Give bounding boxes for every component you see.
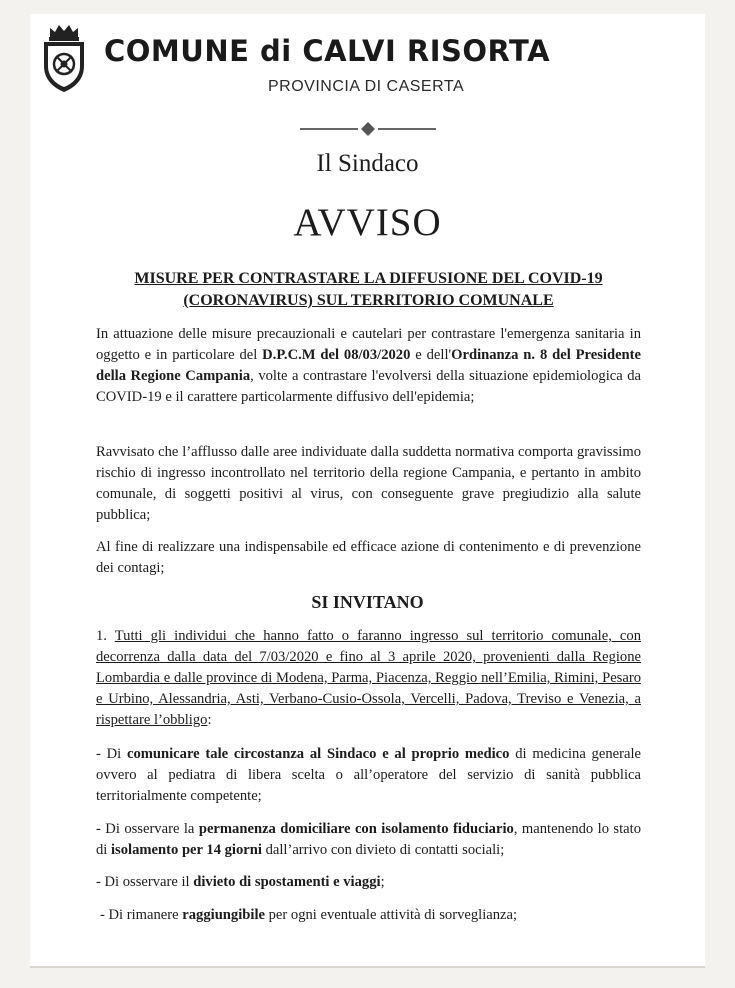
paragraph-purpose: Al fine di realizzare una indispensabile ed efficace azione di contenimento e di prevenzione dei contagi; (96, 539, 641, 576)
obligation-text: per ogni eventuale attività di sorveglianza; (264, 907, 518, 923)
item-1-end: : (207, 712, 212, 728)
premise-text-3: , volte a contrastare l'evolversi della situazione epidemiologica da COVID-19 e il carattere particolarmente diffusivo dell'epidemia; (96, 368, 641, 405)
item-1-text: Tutti gli individui che hanno fatto o faranno ingresso sul territorio comunale, con decorrenza dalla data del 7/03/2020 e fino al 3 aprile 2020, provenienti dalla Regione Lombardia e dalle province di Modena, Parma, Piacenza, Reggio nell’Emilia, Rimini, Pesaro e Urbino, Alessandria, Asti, Verbano-Cusio-Ossola, Vercelli, Padova, Treviso e Venezia, a rispettare l’obbligo (96, 628, 641, 728)
province-name: PROVINCIA DI CASERTA (268, 78, 465, 95)
obligation-text: , mantenendo lo stato di (96, 821, 641, 858)
obligation-isolation (96, 819, 641, 861)
obligation-bold-2: isolamento per 14 giorni (111, 842, 262, 858)
paragraph-premise (96, 324, 641, 408)
municipal-crest-icon (38, 22, 90, 94)
item-number: 1. (96, 628, 115, 644)
obligation-bold: raggiungibile (182, 907, 265, 923)
paragraph-considering: Ravvisato che l’afflusso dalle aree individuate dalla suddetta normativa comporta gravissimo rischio di ingresso incontrollato nel territorio della regione Campania, e pertanto in ambito comunale, di soggetti positivi al virus, con conseguente grave pregiudizio alla salute pubblica; (96, 444, 641, 523)
obligation-prefix: - Di rimanere (100, 907, 183, 923)
obligation-text: ; (380, 874, 385, 890)
premise-text-2: e dell' (410, 347, 452, 363)
notice-subject (96, 268, 641, 312)
subject-line-1: MISURE PER CONTRASTARE LA DIFFUSIONE DEL COVID-19 (134, 270, 603, 287)
obligation-bold: comunicare tale circostanza al Sindaco e al proprio medico (126, 746, 510, 762)
obligation-prefix: - Di (96, 746, 127, 762)
obligation-no-travel (96, 872, 641, 893)
item-1 (96, 626, 641, 731)
invitation-heading: SI INVITANO (311, 592, 424, 612)
diamond-divider-icon (298, 120, 438, 138)
obligation-bold: permanenza domiciliare con isolamento fiduciario (198, 821, 514, 837)
obligation-communicate (96, 744, 641, 807)
ordinance-reference: Ordinanza n. 8 del Presidente della Regione Campania (96, 347, 642, 384)
obligation-prefix: - Di osservare la (96, 821, 199, 837)
obligation-text-2: dall’arrivo con divieto di contatti sociali; (261, 842, 505, 858)
dpcm-reference: D.P.C.M del 08/03/2020 (262, 347, 411, 363)
obligation-reachable (100, 905, 645, 926)
letterhead (38, 22, 618, 112)
notice-title: AVVISO (293, 201, 442, 244)
subject-line-2: (CORONAVIRUS) SUL TERRITORIO COMUNALE (183, 292, 554, 309)
premise-text: In attuazione delle misure precauzionali e cautelari per contrastare l'emergenza sanitaria in oggetto e in particolare del (96, 326, 641, 363)
page-divider (30, 966, 705, 968)
obligation-prefix: - Di osservare il (96, 874, 194, 890)
obligation-bold: divieto di spostamenti e viaggi (193, 874, 381, 890)
obligation-text: di medicina generale ovvero al pediatra di libera scelta o all’operatore del servizio di sanità pubblica territorialmente competente; (96, 746, 641, 804)
municipality-name: COMUNE di CALVI RISORTA (104, 34, 551, 68)
mayor-heading: Il Sindaco (316, 150, 419, 177)
